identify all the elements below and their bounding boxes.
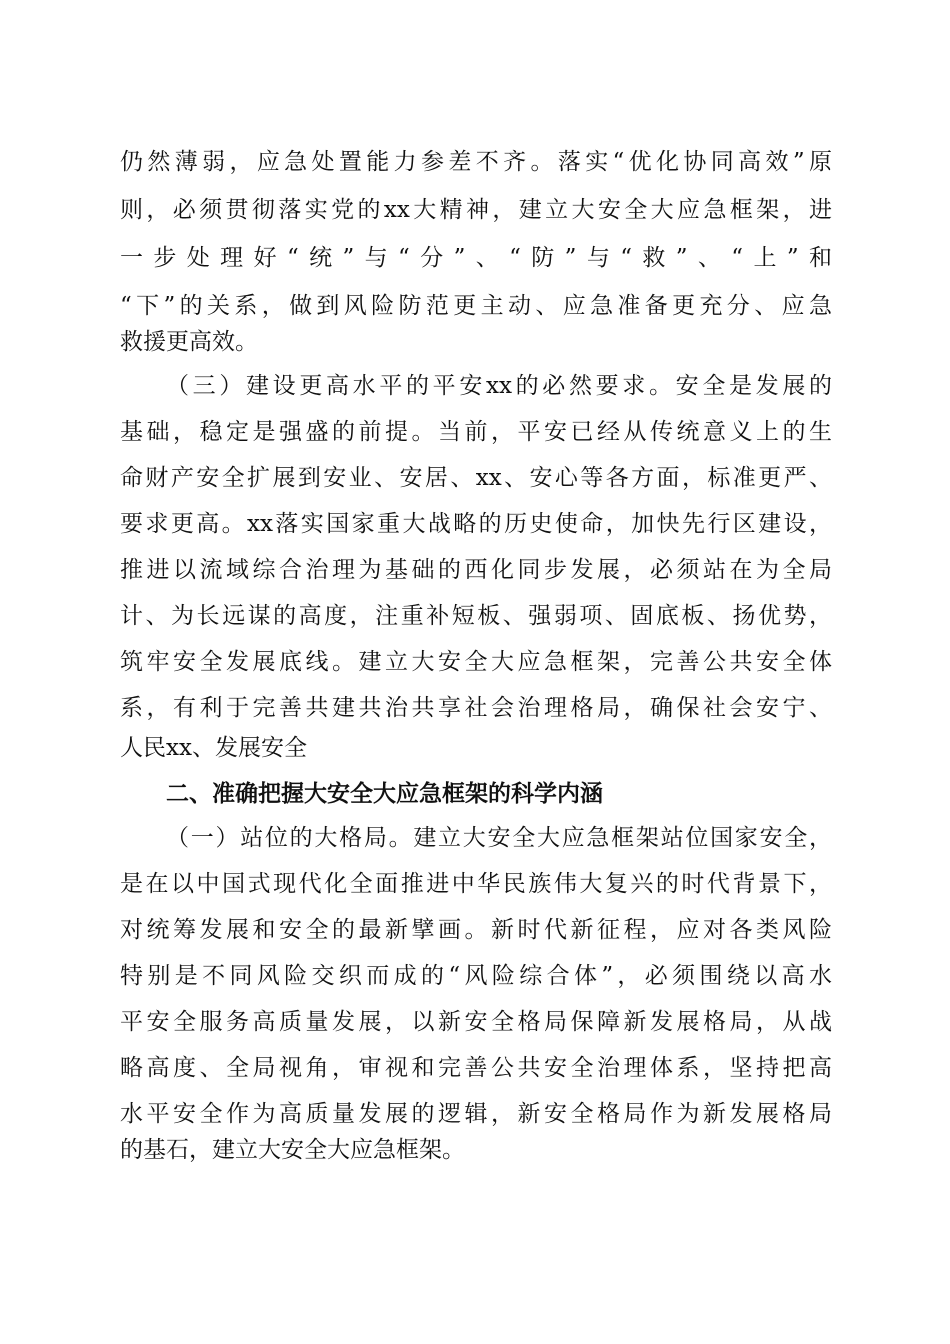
text-line: 人民xx、发展安全 <box>120 735 307 761</box>
text-line: 水平安全作为高质量发展的逻辑，新安全格局作为新发展格局 <box>120 1101 832 1127</box>
text-line: 筑牢安全发展底线。建立大安全大应急框架，完善公共安全体 <box>120 649 832 675</box>
text-line: 系，有利于完善共建共治共享社会治理格局，确保社会安宁、 <box>120 695 832 721</box>
section-heading: 二、准确把握大安全大应急框架的科学内涵 <box>166 781 603 807</box>
subheading-lead: （三）建设更高水平的平安xx的必然要求。 <box>166 373 676 399</box>
text-line: 一步处理好“统”与“分”、“防”与“救”、“上”和 <box>120 245 832 271</box>
text-line: 是在以中国式现代化全面推进中华民族伟大复兴的时代背景下， <box>120 871 832 897</box>
text-line: 基础，稳定是强盛的前提。当前，平安已经从传统意义上的生 <box>120 419 832 445</box>
text-run: 安全是发展的 <box>675 373 832 399</box>
text-line: 要求更高。xx落实国家重大战略的历史使命，加快先行区建设， <box>120 511 832 537</box>
text-line: 特别是不同风险交织而成的“风险综合体”，必须围绕以高水 <box>120 963 832 989</box>
text-line: 仍然薄弱，应急处置能力参差不齐。落实“优化协同高效”原 <box>120 149 832 175</box>
text-run: 建立大安全大应急框架站位国家安全， <box>413 825 832 851</box>
text-line: 对统筹发展和安全的最新擘画。新时代新征程，应对各类风险 <box>120 917 832 943</box>
text-line: “下”的关系，做到风险防范更主动、应急准备更充分、应急 <box>120 293 832 319</box>
text-line: 则，必须贯彻落实党的xx大精神，建立大安全大应急框架，进 <box>120 197 832 223</box>
text-line: 平安全服务高质量发展，以新安全格局保障新发展格局，从战 <box>120 1009 832 1035</box>
text-line: 命财产安全扩展到安业、安居、xx、安心等各方面，标准更严、 <box>120 465 832 491</box>
text-line: 计、为长远谋的高度，注重补短板、强弱项、固底板、扬优势， <box>120 603 832 629</box>
text-line: 的基石，建立大安全大应急框架。 <box>120 1137 465 1163</box>
paragraph-first-line <box>166 814 832 862</box>
text-line: 推进以流域综合治理为基础的西化同步发展，必须站在为全局 <box>120 557 832 583</box>
paragraph-first-line <box>166 362 832 410</box>
text-line: 救援更高效。 <box>120 329 258 355</box>
text-line: 略高度、全局视角，审视和完善公共安全治理体系，坚持把高 <box>120 1055 832 1081</box>
subheading-lead: （一）站位的大格局。 <box>166 825 414 851</box>
